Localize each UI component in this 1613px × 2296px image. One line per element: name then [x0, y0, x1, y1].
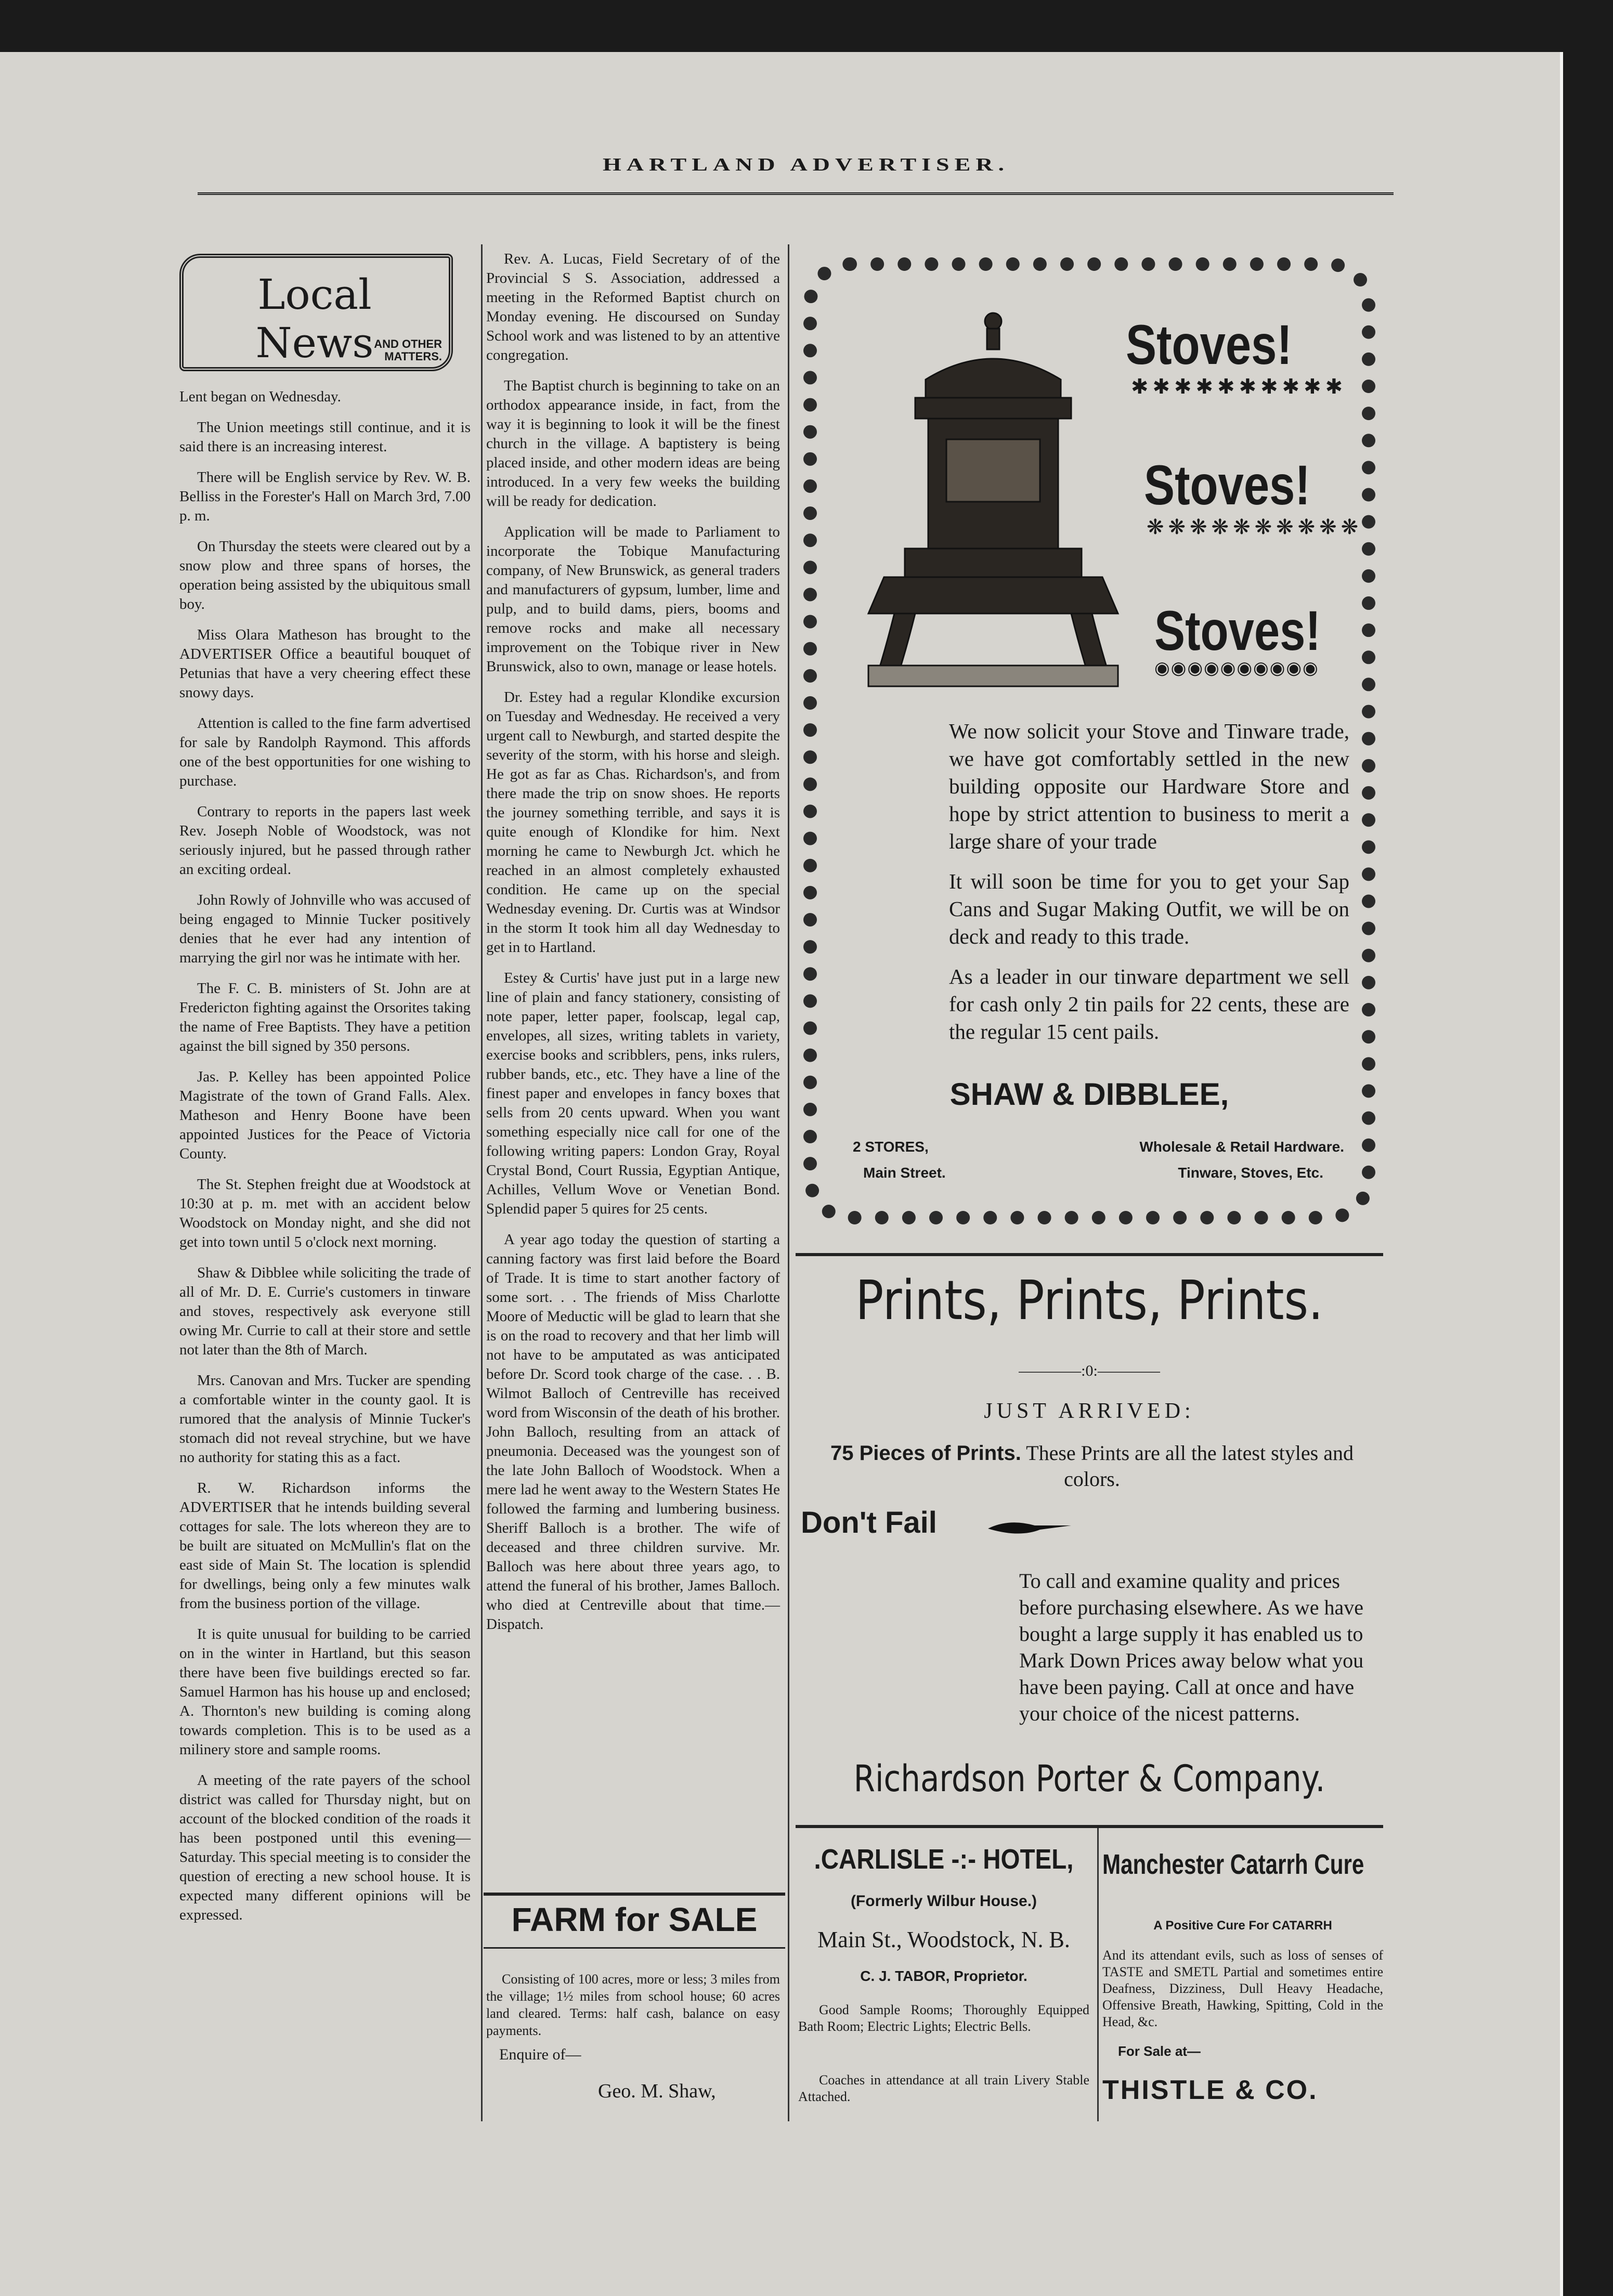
catarrh-ad-seller: THISTLE & CO.	[1102, 2075, 1318, 2105]
column-2-articles	[486, 250, 780, 1646]
news-item: The F. C. B. ministers of St. John are at Fredericton fighting against the Orsorites taking the name of Free Baptists. They have a petition against the bill signed by 350 persons.	[179, 980, 471, 1054]
news-item: Attention is called to the fine farm advertised for sale by Randolph Raymond. This affords one of the best opportunities for one wishing to purchase.	[179, 715, 471, 789]
hotel-ad-body: Good Sample Rooms; Thoroughly Equipped Bath Room; Electric Lights; Electric Bells.	[798, 2002, 1089, 2034]
news-item: The Union meetings still continue, and it is said there is an increasing interest.	[179, 419, 471, 455]
stove-illustration	[837, 302, 1149, 707]
stove-hearth	[868, 577, 1118, 614]
news-item: The Baptist church is beginning to take on an orthodox appearance inside, in fact, from the way it is beginning to look it will be the finest church in the village. A baptistery is being placed inside, and other modern ideas are being introduced. In a very few weeks the building will be ready for dedication.	[486, 377, 780, 510]
prints-ad-pieces-rest: These Prints are all the latest styles and colors.	[1026, 1441, 1354, 1491]
news-item: It is quite unusual for building to be carried on in the winter in Hartland, but this season there have been five buildings erected so far. Samuel Harmon has his house up and enclosed; A. Thornton's new building is coming along towards completion. This is to be used as a milinery store and sample rooms.	[179, 1626, 471, 1758]
prints-ad-rule-top	[796, 1253, 1383, 1256]
news-item: A year ago today the question of starting a canning factory was first laid before the Board of Trade. It is time to start another factory of some sort. . . The friends of Miss Charlotte Moore of Meductic will be glad to learn that she is on the road to recovery and that her limb will not have to be amputated as was anticipated before Dr. Scord took charge of the case. . . B. Wilmot Balloch of Centreville has received word from Wisconsin of the death of his brother. John Balloch, resulting from an attack of pneumonia. Deceased was the youngest son of the late John Balloch of Woodstock. When a mere lad he went away to the Western States He followed the farming and lumbering business. Sheriff Balloch is a brother. The wife of deceased and three children survive. Mr. Balloch was here about three years ago, to attend the funeral of his brother, James Balloch. who died at Centreville about that time.—Dispatch.	[486, 1231, 780, 1633]
pointing-hand-icon	[988, 1518, 1071, 1539]
hotel-ad-title: .CARLISLE -:- HOTEL,	[814, 1844, 1074, 1875]
column-rule-2	[788, 244, 789, 2121]
hotel-ad-proprietor: C. J. TABOR, Proprietor.	[860, 1968, 1027, 1984]
stove-top-ledge	[915, 398, 1071, 419]
stoves-headline-2: Stoves!	[1144, 453, 1310, 516]
stove-finial-stem	[987, 329, 999, 349]
news-item: Rev. A. Lucas, Field Secretary of of the Provincial S S. Association, addressed a meeting in the Reformed Baptist church on Monday evening. He discoursed on Sunday School work and was listened to by an attentive congregation.	[486, 251, 780, 363]
stoves-ad-body	[949, 718, 1349, 1058]
stoves-headline-1: Stoves!	[1126, 313, 1292, 376]
stove-finial	[985, 313, 1001, 330]
news-item: Dr. Estey had a regular Klondike excursion on Tuesday and Wednesday. He received a very urgent call to Newburgh, and started despite the severity of the storm, with his horse and sleigh. He got as far as Chas. Richardson's, and from there made the trip on snow shoes. He reports the journey something terrible, and says it is quite enough of Klondike for him. Next morning he came to Newburgh Jct. which he reached in an almost completely exhausted condition. He came up on the special Wednesday evening. Dr. Curtis was at Windsor in the storm It took him all day Wednesday to get in to Hartland.	[486, 689, 780, 956]
stoves-headline-3: Stoves!	[1154, 599, 1321, 662]
news-item: Shaw & Dibblee while soliciting the trade of all of Mr. D. E. Currie's customers in tinware and stoves, respectively ask everyone still owing Mr. Currie to call at their store and settle not later than the 8th of March.	[179, 1264, 471, 1358]
prints-ad-company: Richardson Porter & Company.	[853, 1757, 1325, 1800]
catarrh-ad-body: And its attendant evils, such as loss of senses of TASTE and SMETL Partial and sometimes entire Deafness, Dizziness, Dull Heavy Headache, Offensive Breath, Hawking, Spitting, Cold in the Head, &c.	[1102, 1948, 1383, 2029]
prints-ad-dont-fail: Don't Fail	[801, 1506, 937, 1540]
farm-ad-title: FARM for SALE	[511, 1901, 758, 1938]
news-item: Jas. P. Kelley has been appointed Police Magistrate of the town of Grand Falls. Alex. Matheson and Henry Boone have been appointed Justices for the Peace of Victoria County.	[179, 1068, 471, 1162]
stoves-ad-paragraph: It will soon be time for you to get your Sap Cans and Sugar Making Outfit, we will be on deck and ready to this trade.	[949, 869, 1349, 948]
news-item: The St. Stephen freight due at Woodstock at 10:30 at p. m. met with an accident below Woodstock on Monday night, and she did not get into town until 5 o'clock next morning.	[179, 1176, 471, 1250]
catarrh-ad-subtitle: A Positive Cure For CATARRH	[1153, 1919, 1332, 1933]
stove-window	[946, 439, 1040, 502]
farm-ad-rule	[484, 1893, 785, 1896]
news-item: R. W. Richardson informs the ADVERTISER that he intends building several cottages for sale. The lots whereon they are to be built are situated on McMullin's flat on the east side of Main St. The location is splendid for dwellings, being only a few minutes walk from the business portion of the village.	[179, 1480, 471, 1612]
hotel-ad-formerly: (Formerly Wilbur House.)	[850, 1893, 1037, 1910]
masthead: HARTLAND ADVERTISER.	[602, 154, 1010, 175]
column-1-articles	[179, 387, 471, 1936]
stoves-ad-wholesale: Wholesale & Retail Hardware.	[1139, 1139, 1344, 1155]
news-item: Lent began on Wednesday.	[179, 388, 341, 405]
column-rule-1	[481, 244, 483, 2121]
farm-ad-body: Consisting of 100 acres, more or less; 3 miles from the village; 1½ miles from school house; 60 acres land cleared. Terms: half cash, balance on easy payments.	[486, 1972, 780, 2038]
prints-ad-rule-bottom	[796, 1825, 1383, 1828]
local-news-subtitle: AND OTHER MATTERS.	[374, 337, 442, 363]
column-rule-3	[1097, 1825, 1099, 2121]
stoves-ornament-1: ✱✱✱✱✱✱✱✱✱✱	[1131, 375, 1347, 398]
catarrh-ad-for-sale: For Sale at—	[1118, 2043, 1201, 2059]
news-item: Mrs. Canovan and Mrs. Tucker are spending a comfortable winter in the county gaol. It is rumored that the analysis of Minnie Tucker's stomach did not reveal strychine, but we have no authority for stating this as a fact.	[179, 1372, 471, 1466]
stoves-ornament-2: ❋❋❋❋❋❋❋❋❋❋	[1147, 515, 1363, 539]
news-item: Contrary to reports in the papers last week Rev. Joseph Noble of Woodstock, was not seriously injured, but he passed through rather an exciting ordeal.	[179, 803, 471, 878]
stoves-ornament-3: ◉◉◉◉◉◉◉◉◉◉	[1154, 659, 1319, 678]
farm-ad-contact: Geo. M. Shaw,	[598, 2080, 716, 2102]
news-item: There will be English service by Rev. W. B. Belliss in the Forester's Hall on March 3rd, 7.00 p. m.	[179, 469, 471, 524]
prints-ad-divider: ————:0:————	[1019, 1362, 1160, 1379]
stoves-ad-street: Main Street.	[863, 1165, 946, 1181]
stove-top-dome	[926, 359, 1061, 398]
masthead-rule	[198, 192, 1394, 195]
news-item: Miss Olara Matheson has brought to the ADVERTISER Office a beautiful bouquet of Petunias that have a very cheering effect these snowy days.	[179, 627, 471, 701]
news-item: Application will be made to Parliament to incorporate the Tobique Manufacturing company, of New Brunswick, as general traders and manufacturers of gypsum, lumber, lime and pulp, and to build dams, piers, booms and remove rocks and make all necessary improvement on the Tobique river in New Brunswick, also to own, manage or lease hotels.	[486, 524, 780, 675]
news-item: A meeting of the rate payers of the school district was called for Thursday night, but on account of the blocked condition of the roads it has been postponed until this evening—Saturday. This special meeting is to consider the question of erecting a new school house. It is expected many different opinions will be expressed.	[179, 1772, 471, 1923]
catarrh-ad-title: Manchester Catarrh Cure	[1102, 1849, 1364, 1880]
farm-ad-enquire: Enquire of—	[499, 2046, 581, 2063]
farm-ad-title-rule	[484, 1947, 785, 1949]
prints-ad-arrived: JUST ARRIVED:	[984, 1399, 1195, 1423]
stove-base-ledge	[905, 549, 1082, 577]
prints-ad-pieces-bold: 75 Pieces of Prints.	[830, 1442, 1021, 1465]
prints-ad-title: Prints, Prints, Prints.	[855, 1269, 1323, 1332]
hotel-ad-footer: Coaches in attendance at all train Livery Stable Attached.	[798, 2072, 1089, 2104]
local-news-title: Local News	[255, 270, 374, 367]
stoves-ad-tinware: Tinware, Stoves, Etc.	[1178, 1165, 1323, 1181]
news-item: John Rowly of Johnville who was accused of being engaged to Minnie Tucker positively denies that he ever had any intention of marrying the girl nor was he intimate with her.	[179, 892, 471, 966]
stoves-ad-paragraph: We now solicit your Stove and Tinware trade, we have got comfortably settled in the new building opposite our Hardware Store and hope by strict attention to business to merit a large share of your trade	[949, 719, 1349, 853]
news-item: On Thursday the steets were cleared out by a snow plow and three spans of horses, the operation being assisted by the ubiquitous small boy.	[179, 538, 471, 612]
news-item: Estey & Curtis' have just put in a large new line of plain and fancy stationery, consisting of note paper, letter paper, foolscap, legal cap, envelopes, all sizes, writing tablets in variety, exercise books and scribblers, pens, inks rulers, rubber bands, etc., etc. They have a line of the finest paper and envelopes in fancy boxes that sells from 20 cents upward. When you want something especially nice call for one of the following writing papers: London Gray, Royal Crystal Bond, Court Russia, Egyptian Antique, Achilles, Vellum Wove or Venetian Bond. Splendid paper 5 quires for 25 cents.	[486, 970, 780, 1217]
prints-ad-body: To call and examine quality and prices before purchasing elsewhere. As we have bought a large supply it has enabled us to Mark Down Prices away below what you have been paying. Call at once and have your choice of the nicest patterns.	[1019, 1569, 1364, 1725]
stoves-ad-firm: SHAW & DIBBLEE,	[949, 1077, 1229, 1112]
stoves-ad-paragraph: As a leader in our tinware department we sell for cash only 2 tin pails for 22 cents, these are the regular 15 cent pails.	[949, 964, 1349, 1043]
stoves-ad-stores: 2 STORES,	[853, 1139, 929, 1155]
stove-floor-plate	[868, 666, 1118, 686]
hotel-ad-address: Main St., Woodstock, N. B.	[817, 1927, 1070, 1952]
prints-ad-pieces	[803, 1440, 1381, 1492]
